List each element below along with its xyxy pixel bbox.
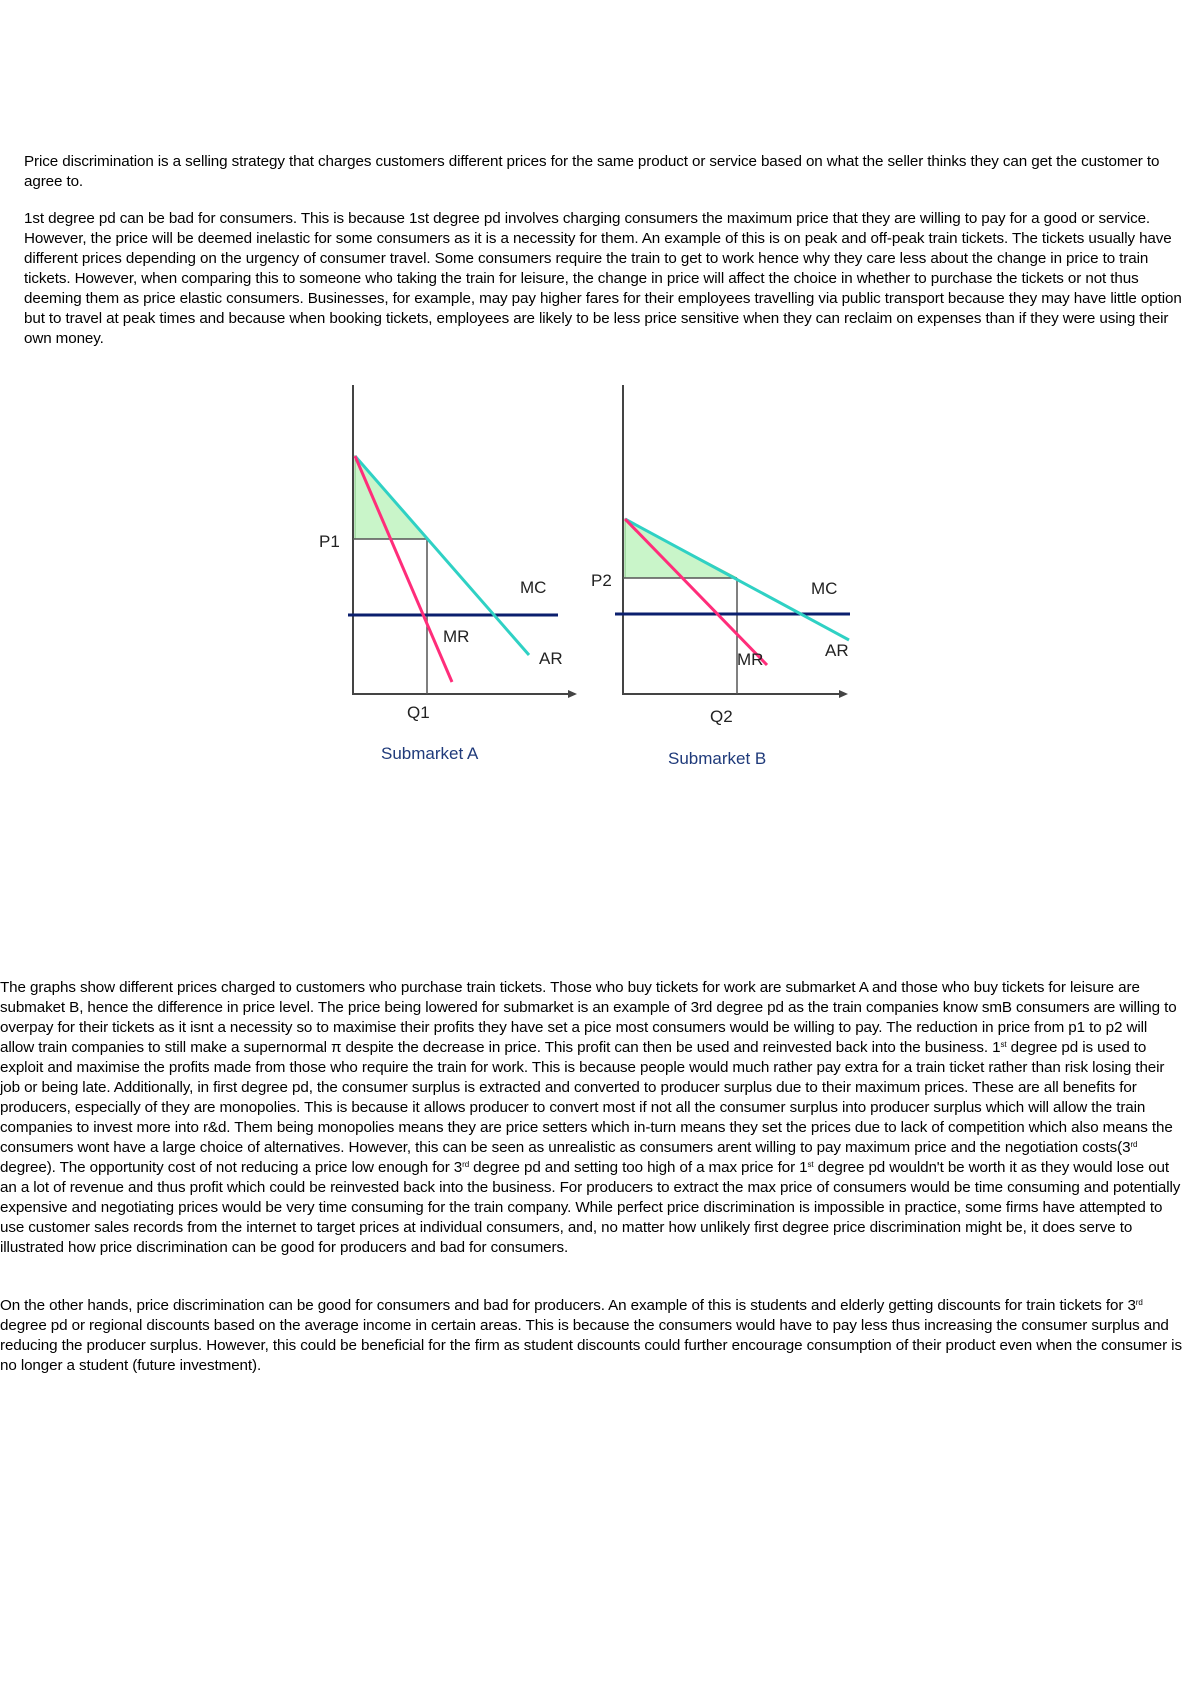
mr-curve-b [625,519,767,665]
graph-explanation-paragraph [0,978,1185,1258]
p3-superscript-1: st [1000,1040,1007,1049]
p3-superscript-3: rd [462,1160,470,1169]
chart-submarket-a [319,385,577,763]
mr-curve-a [355,456,452,682]
p4-text-b: degree pd or regional discounts based on the average income in certain areas. This is because the consumers would have to pay less thus increasing the consumer surplus and reducing the producer surplus. However, this could be beneficial for the firm as student discounts could further encourage consumption of their product even when the consumer is no longer a student (future investment). [0,1317,1182,1374]
intro-paragraph: Price discrimination is a selling strategy that charges customers different prices for the same product or service based on what the seller thinks they can get the customer to agree to. [24,153,1160,190]
p3-superscript-2: rd [1130,1140,1138,1149]
submarket-b-caption: Submarket B [668,749,767,768]
chart-submarket-b [591,385,850,768]
p3-text-c: degree). The opportunity cost of not reducing a price low enough for 3 [0,1159,463,1176]
mr-label-b: MR [737,650,764,669]
p3-text-e: degree pd wouldn't be worth it as they would lose out an a lot of revenue and thus profit which could be reinvested back into the business. For producers to extract the max price of consumers would be time consuming and potentially expensive and negotiating prices would be very time consuming for the train company. While perfect price discrimination is impossible in practice, some firms have attempted to use customer sales records from the internet to target prices at individual consumers, and, no matter how unlikely first degree price discrimination might be, it does serve to illustrated how price discrimination can be good for producers and bad for consumers. [0,1159,1181,1256]
p3-superscript-4: st [807,1160,814,1169]
p4-superscript: rd [1135,1298,1143,1307]
counter-argument-paragraph [0,1296,1185,1376]
mc-label-b: MC [811,579,838,598]
p3-text-d: degree pd and setting too high of a max price for 1 [469,1159,808,1176]
submarket-a-caption: Submarket A [381,744,479,763]
q1-label: Q1 [407,703,430,722]
x-axis-arrow-a [568,690,577,698]
p4-text-a: On the other hands, price discrimination can be good for consumers and bad for producers. An example of this is students and elderly getting discounts for train tickets for 3 [0,1297,1136,1314]
p3-text-b: degree pd is used to exploit and maximise the profits made from those who require the train for work. This is because people would much rather pay extra for a train ticket rather than risk losing their job or being late. Additionally, in first degree pd, the consumer surplus is extracted and converted to producer surplus due to their maximum prices. These are all benefits for producers, especially of they are monopolies. This is because it allows producer to convert most if not all the consumer surplus into producer surplus which will allow the train companies to invest more into r&d. Them being monopolies means they are price setters which in-turn means they set the prices due to lack of competition which also means the consumers wont have a large choice of alternatives. However, this can be seen as unrealistic as consumers arent willing to pay maximum price and the negotiation costs(3 [0,1039,1173,1156]
x-axis-arrow-b [839,690,848,698]
p1-label: P1 [319,532,340,551]
ar-curve-a [355,456,529,655]
q2-label: Q2 [710,707,733,726]
p3-text-a: The graphs show different prices charged to customers who purchase train tickets. Those who buy tickets for work are submarket A and those who buy tickets for leisure are submaket B, hence the difference in price level. The price being lowered for submarket is an example of 3rd degree pd as the train companies know smB consumers are willing to overpay for their tickets as it isnt a necessity so to maximise their profits they have set a pice most consumers would be willing to pay. The reduction in price from p1 to p2 will allow train companies to still make a supernormal π despite the decrease in price. This profit can then be used and reinvested back into the business. 1 [0,979,1177,1056]
p2-label: P2 [591,571,612,590]
mr-label-a: MR [443,627,470,646]
ar-label-b: AR [825,641,849,660]
first-degree-paragraph: 1st degree pd can be bad for consumers. This is because 1st degree pd involves charging consumers the maximum price that they are willing to pay for a good or service. However, the price will be deemed inelastic for some consumers as it is a necessity for them. An example of this is on peak and off-peak train tickets. The tickets usually have different prices depending on the urgency of consumer travel. Some consumers require the train to get to work hence why they care less about the change in price to train tickets. However, when comparing this to someone who taking the train for leisure, the change in price will affect the choice in whether to purchase the tickets or not thus deeming them as price elastic consumers. Businesses, for example, may pay higher fares for their employees travelling via public transport because they may have little option but to travel at peak times and because when booking tickets, employees are likely to be less price sensitive when they can reclaim on expenses than if they were using their own money. [24,210,1182,347]
ar-label-a: AR [539,649,563,668]
mc-label-a: MC [520,578,547,597]
